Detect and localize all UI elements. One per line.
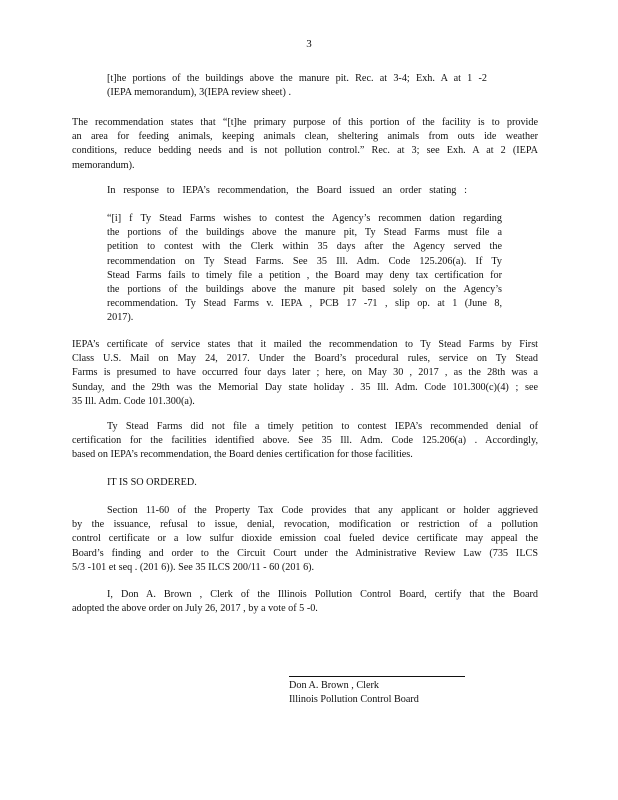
paragraph-denial [72,420,538,463]
text-line: 35 Ill. Adm. Code 101.300(a). [72,395,195,407]
quote-block-2 [107,212,502,326]
paragraph-recommendation [72,116,538,173]
paragraph-response [107,184,467,198]
text-line: “[i] f Ty Stead Farms wishes to contest the Agency’s recommen dation regarding [107,213,502,224]
text-line: based on IEPA’s recommendation, the Board denies certification for those facilities. [72,449,413,461]
paragraph-section [72,504,538,575]
paragraph-certificate [72,338,538,409]
text-line: (IEPA memorandum), 3(IEPA review sheet) . [107,87,292,99]
text-line: Board’s finding and order to the Circuit Court under the Administrative Review Law (735 ILCS [72,547,538,559]
signature-name: Don A. Brown , Clerk [289,680,379,691]
text-line: The recommendation states that “[t]he primary purpose of this portion of the facility is to provide [72,117,538,128]
ordered-statement [107,476,307,490]
page-number: 3 [306,38,312,50]
text-line: by the issuance, refusal to issue, denial, revocation, modification or restriction of a pollution [72,519,538,531]
text-line: recommendation on Ty Stead Farms. See 35 Ill. Adm. Code 125.206(a). If Ty [107,255,502,267]
text-line: certification for the facilities identified above. See 35 Ill. Adm. Code 125.206(a) . Accordingly, [72,435,538,447]
text-line: IEPA’s certificate of service states that it mailed the recommendation to Ty Stead Farms by First [72,339,538,350]
text-line: Ty Stead Farms did not file a timely petition to contest IEPA’s recommended denial of [107,421,538,432]
text-line: 5/3 -101 et seq . (201 6)). See 35 ILCS 200/11 - 60 (201 6). [72,561,315,573]
text-line: Class U.S. Mail on May 24, 2017. Under the Board’s procedural rules, service on Ty Stead [72,353,538,365]
text-line: memorandum). [72,159,135,171]
text-line: recommendation. Ty Stead Farms v. IEPA , PCB 17 -71 , slip op. at 1 (June 8, [107,298,502,310]
signature-organization: Illinois Pollution Control Board [289,694,419,705]
paragraph-clerk-certification [72,588,538,616]
text-line: Stead Farms fails to timely file a petition , the Board may deny tax certification for [107,269,502,281]
text-line: conditions, reduce bedding needs and is not pollution control.” Rec. at 3; see Exh. A at 2 (IEPA [72,145,538,157]
text-line: Section 11-60 of the Property Tax Code provides that any applicant or holder aggrieved [107,505,538,516]
text-line: the portions of the buildings above the manure pit based solely on the Agency’s [107,284,502,296]
text-line: Farms is presumed to have occurred four days later ; here, on May 30 , 2017 , as the 28th was a [72,367,538,379]
text-line: Sunday, and the 29th was the Memorial Day state holiday . 35 Ill. Adm. Code 101.300(c)(4) ; see [72,381,538,393]
text-line: an area for feeding animals, keeping animals clean, sheltering animals from outs ide weather [72,131,538,143]
text-line: the portions of the buildings above the manure pit, Ty Stead Farms must file a [107,227,502,239]
text-line: In response to IEPA’s recommendation, the Board issued an order stating : [107,185,467,196]
text-line: control certificate or a low sulfur dioxide emission coal fueled device certificate may appeal the [72,533,538,545]
text-line: IT IS SO ORDERED. [107,477,197,488]
text-line: adopted the above order on July 26, 2017 , by a vote of 5 -0. [72,603,318,615]
quote-block-1 [107,72,487,100]
text-line: [t]he portions of the buildings above the manure pit. Rec. at 3-4; Exh. A at 1 -2 [107,73,487,84]
text-line: petition to contest with the Clerk within 35 days after the Agency served the [107,241,502,253]
signature-line [289,676,465,677]
text-line: I, Don A. Brown , Clerk of the Illinois Pollution Control Board, certify that the Board [107,589,538,600]
text-line: 2017). [107,312,134,324]
